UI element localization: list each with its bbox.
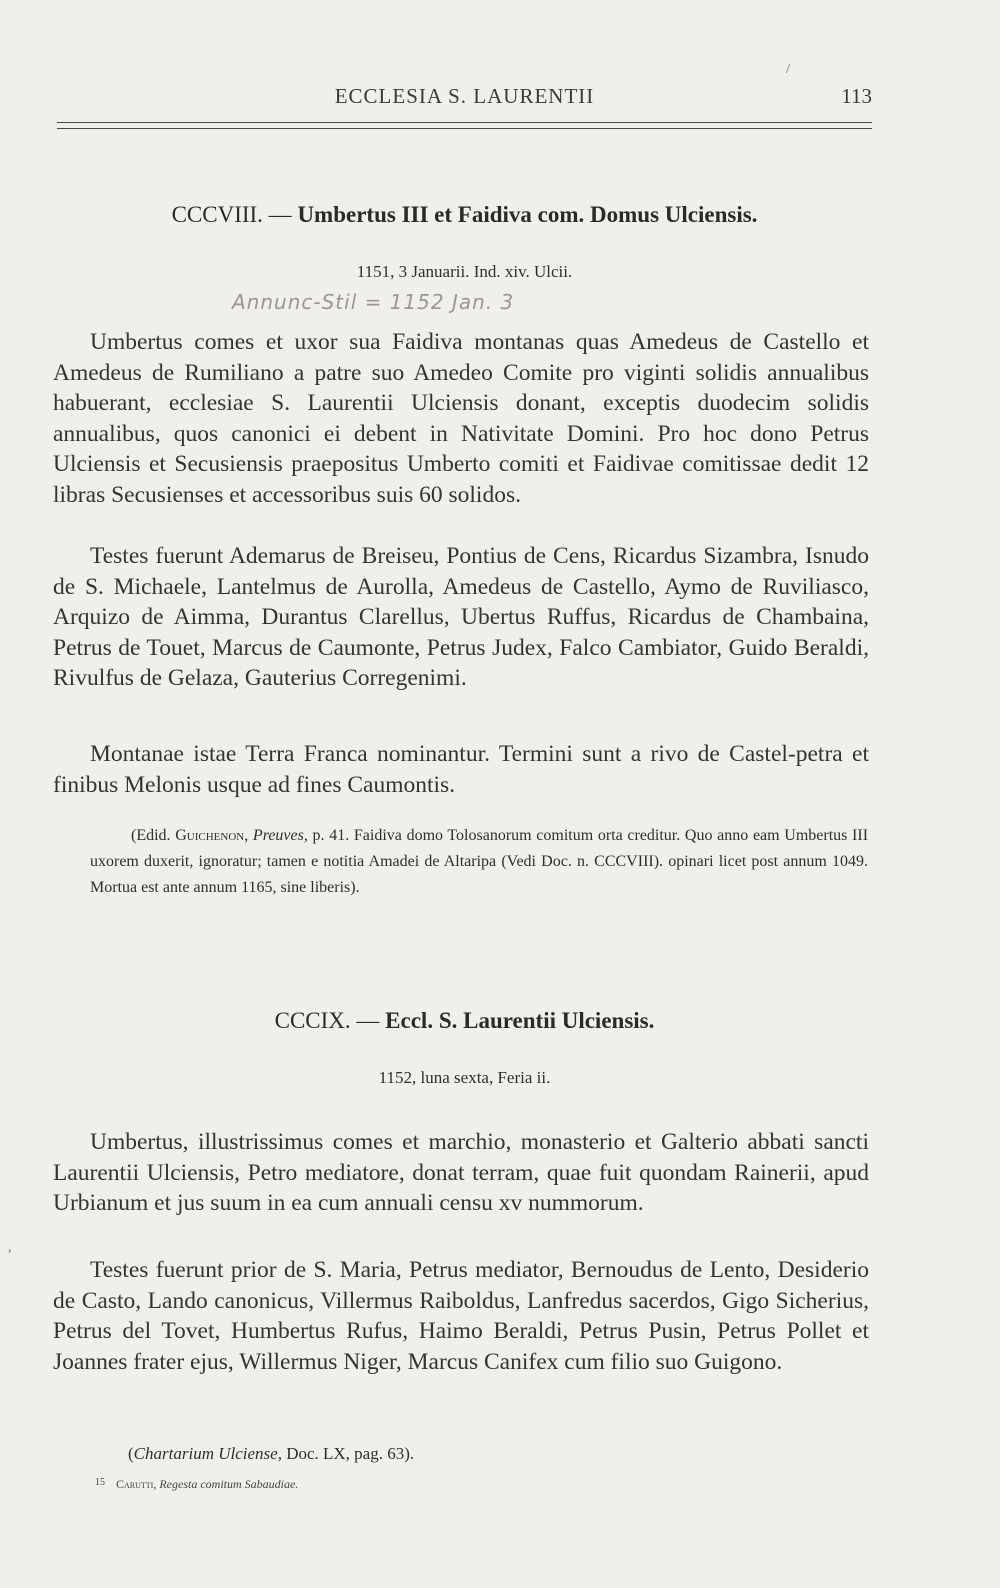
doc1-number: CCCVIII. — — [171, 202, 292, 227]
running-head — [57, 84, 872, 118]
doc1-paragraph-3: Montanae istae Terra Franca nominantur. Termini sunt a rivo de Castel-petra et finibus Melonis usque ad fines Caumontis. — [53, 741, 869, 798]
doc1-heading — [57, 202, 872, 228]
footer-work: Regesta comitum Sabaudiae. — [159, 1477, 299, 1491]
doc1-title: Umbertus III et Faidiva com. Domus Ulciensis. — [297, 202, 758, 227]
doc2-number: CCCIX. — — [274, 1008, 380, 1033]
source-work: Chartarium Ulciense, — [133, 1444, 282, 1463]
doc2-title: Eccl. S. Laurentii Ulciensis. — [385, 1008, 655, 1033]
margin-mark-left: , — [8, 1240, 12, 1255]
note-work: Preuves, — [252, 827, 308, 844]
header-rule-top — [57, 122, 872, 123]
page-number: 113 — [841, 84, 872, 108]
doc1-paragraph-2: Testes fuerunt Ademarus de Breiseu, Pontius de Cens, Ricardus Sizambra, Isnudo de S. Michaele, Lantelmus de Aurolla, Amedeus de Castello, Aymo de Ruviliasco, Arquizo de Aimma, Durantus Clarellus, Ubertus Ruffus, Ricardus de Chambaina, Petrus de Touet, Marcus de Caumonte, Petrus Judex, Falco Cambiator, Guido Beraldi, Rivulfus de Gelaza, Gauterius Corregenimi. — [53, 543, 869, 692]
margin-mark-top: / — [786, 62, 790, 77]
doc1-date: 1151, 3 Januarii. Ind. xiv. Ulcii. — [356, 262, 573, 281]
doc1-editorial-note: (Edid. Guichenon, Preuves, p. 41. Faidiva domo Tolosanorum comitum orta creditur. Quo anno eam Umbertus III uxorem duxerit, ignoratur; tamen e notitia Amadei de Altaripa (Vedi Doc. n. CCCVIII). opinari licet post annum 1049. Mortua est ante annum 1165, sine liberis). — [90, 827, 869, 896]
handwritten-annotation: Annunc-Stil = 1152 Jan. 3 — [232, 290, 515, 314]
footer-author: Carutti, — [116, 1477, 157, 1491]
running-title: ECCLESIA S. LAURENTII — [334, 84, 595, 108]
signature-mark: 15 — [95, 1477, 105, 1488]
doc2-paragraph-2: Testes fuerunt prior de S. Maria, Petrus mediator, Bernoudus de Lento, Desiderio de Casto, Lando canonicus, Villermus Raiboldus, Lanfredus sacerdos, Gigo Sicherius, Petrus del Tovet, Humbertus Rufus, Haimo Beraldi, Petrus Pusin, Petrus Pollet et Joannes frater ejus, Willermus Niger, Marcus Canifex cum filio suo Guigono. — [53, 1257, 869, 1375]
page-footer — [95, 1477, 298, 1492]
note-author: Guichenon, — [175, 827, 249, 844]
doc2-source: (Chartarium Ulciense, Doc. LX, pag. 63). — [128, 1444, 415, 1463]
doc2-heading — [57, 1008, 872, 1034]
doc2-paragraph-1: Umbertus, illustrissimus comes et marchio, monasterio et Galterio abbati sancti Laurentii Ulciensis, Petro mediatore, donat terram, quae fuit quondam Rainerii, apud Urbianum et jus suum in ea cum annuali censu xv nummorum. — [53, 1129, 869, 1217]
doc1-paragraph-1: Umbertus comes et uxor sua Faidiva montanas quas Amedeus de Castello et Amedeus de Rumiliano a patre suo Amedeo Comite pro viginti solidis annualibus habuerant, ecclesiae S. Laurentii Ulciensis donant, exceptis duodecim solidis annualibus, quos canonici ei debent in Nativitate Domini. Pro hoc dono Petrus Ulciensis et Secusiensis praepositus Umberto comiti et Faidivae comitissae dedit 12 libras Secusienses et accessoribus suis 60 solidos. — [53, 329, 869, 508]
doc2-date: 1152, luna sexta, Feria ii. — [378, 1068, 551, 1087]
header-rule-bottom — [57, 128, 872, 129]
